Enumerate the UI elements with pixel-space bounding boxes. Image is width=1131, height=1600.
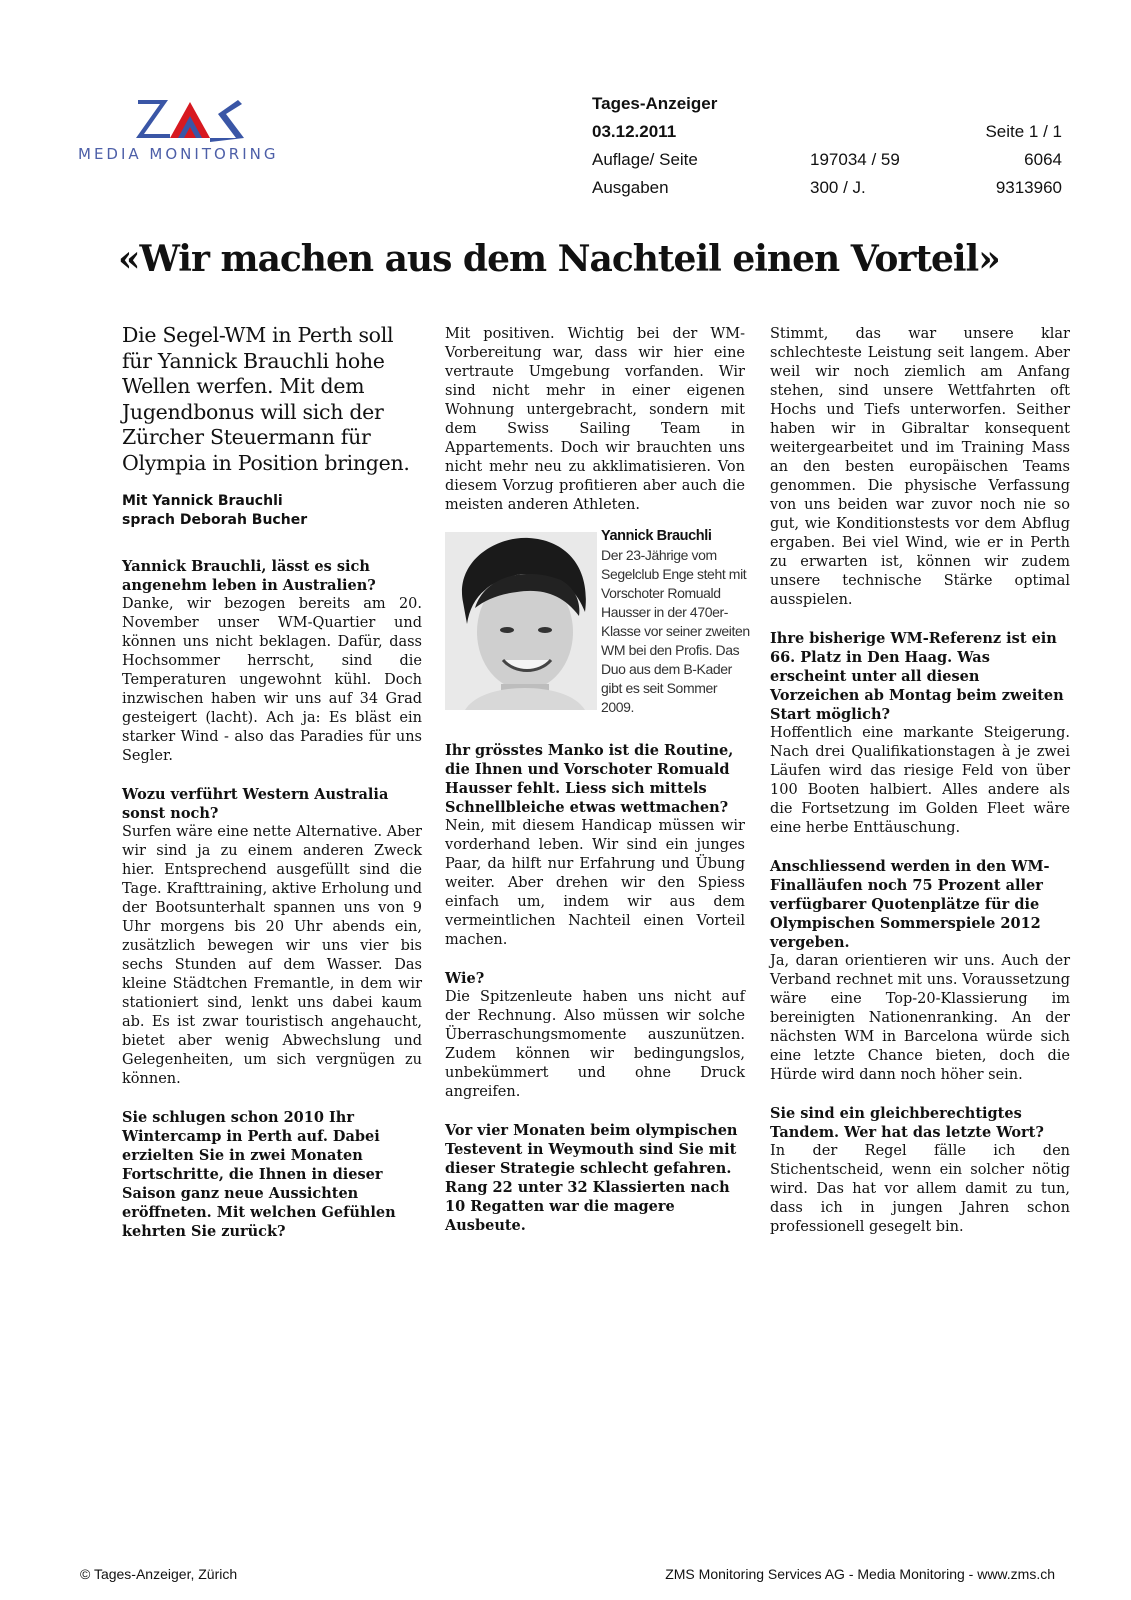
answer: Die Spitzenleute haben uns nicht auf der Rechnung. Also müssen wir solche Überraschungsmomente auszunützen. Zudem können wir bedingungslos, unbekümmert und ohne Druck angreifen.: [445, 989, 745, 1100]
question: Anschliessend werden in den WM-Finalläufen noch 75 Prozent aller verfügbarer Quotenplätze für die Olympischen Sommerspiele 2012 vergeben.: [770, 858, 1050, 951]
logo-z-shape: [136, 100, 170, 138]
auflage-value: 197034 / 59: [810, 150, 900, 169]
article-column-2: [445, 325, 745, 515]
question: Wozu verführt Western Australia sonst noch?: [122, 786, 389, 822]
answer: Hoffentlich eine markante Steigerung. Nach drei Qualifikationstagen à je zwei Läufen wird das riesige Feld von über 100 Booten halbiert. Alles andere als die Fortsetzung im Golden Fleet wäre eine herbe Enttäuschung.: [770, 725, 1070, 836]
answer: Ja, daran orientieren wir uns. Auch der Verband rechnet mit uns. Voraussetzung wäre eine Top-20-Klassierung im bereinigten Nationenranking. An der nächsten WM in Barcelona würde sich eine letzte Chance bieten, doch die Hürde wird dann noch höher sein.: [770, 953, 1070, 1083]
article-headline: «Wir machen aus dem Nachteil einen Vorteil»: [118, 238, 1000, 280]
footer-copyright: © Tages-Anzeiger, Zürich: [80, 1566, 238, 1582]
answer: Nein, mit diesem Handicap müssen wir vorderhand leben. Wir sind ein junges Paar, da hilft nur Erfahrung und Übung weiter. Aber drehen wir den Spiess einfach um, indem wir aus dem vermeintlichen Nachteil einen Vorteil machen.: [445, 818, 745, 948]
answer: Danke, wir bezogen bereits am 20. November unser WM-Quartier und können uns nicht beklagen. Dafür, dass Hochsommer herrscht, sind die Temperaturen ungewohnt kühl. Doch inzwischen haben wir uns auf 34 Grad gesteigert (lacht). Ach ja: Es bläst ein starker Wind - also das Paradies für uns Segler.: [122, 596, 422, 764]
question: Vor vier Monaten beim olympischen Testevent in Weymouth sind Sie mit dieser Strategie schlecht gefahren. Rang 22 unter 32 Klassierten nach 10 Regatten war die magere Ausbeute.: [445, 1122, 738, 1234]
meta-row-auflage: [592, 146, 1062, 174]
ausgaben-label: Ausgaben: [592, 178, 669, 197]
question: Sie schlugen schon 2010 Ihr Wintercamp in Perth auf. Dabei erzielten Sie in zwei Monaten Fortschritte, die Ihnen in dieser Saison ganz neue Aussichten eröffneten. Mit welchen Gefühlen kehrten Sie zurück?: [122, 1109, 396, 1240]
byline-line-2: sprach Deborah Bucher: [122, 512, 308, 528]
question: Wie?: [445, 970, 485, 987]
portrait-photo: [445, 532, 597, 710]
auflage-id: 6064: [1024, 150, 1062, 169]
meta-row-date: [592, 118, 1062, 146]
logo-s-shape: [210, 100, 244, 142]
portrait-block: [445, 528, 750, 722]
answer: Stimmt, das war unsere klar schlechteste Leistung seit langem. Aber weil wir noch ziemlich am Anfang stehen, sind unsere Wettfahrten oft Hochs und Tiefs unterworfen. Seither haben wir in Gibraltar konsequent weitergearbeitet und im Training Mass an den besten europäischen Teams genommen. Die physische Verfassung von uns beiden war zuvor noch nie so gut, wie Konditionstests vor dem Abflug ergaben. Bei viel Wind, wie er in Perth zu erwarten ist, können wir zudem unsere technische Stärke optimal ausspielen.: [770, 326, 1070, 608]
meta-row-ausgaben: [592, 174, 1062, 202]
publication-name: Tages-Anzeiger: [592, 94, 718, 113]
question: Ihre bisherige WM-Referenz ist ein 66. Platz in Den Haag. Was erscheint unter all diesen Vorzeichen ab Montag beim zweiten Start möglich?: [770, 630, 1064, 723]
ausgaben-id: 9313960: [995, 178, 1062, 197]
byline-line-1: Mit Yannick Brauchli: [122, 493, 283, 509]
publication-date: 03.12.2011: [592, 122, 677, 141]
answer: Mit positiven. Wichtig bei der WM-Vorbereitung war, dass wir hier eine vertraute Umgebung vorfanden. Wir sind nicht mehr in einer eigenen Wohnung untergebracht, sondern mit dem Swiss Sailing Team in Appartements. Doch wir brauchten uns nicht mehr neu zu akklimatisieren. Von diesem Vorzug profitieren aber auch die meisten anderen Athleten.: [445, 326, 745, 513]
publication-meta: [592, 90, 1062, 202]
byline: [122, 492, 422, 530]
question: Ihr grösstes Manko ist die Routine, die Ihnen und Vorschoter Romuald Hausser fehlt. Liess sich mittels Schnellbleiche etwas wettmachen?: [445, 742, 734, 816]
article-column-3: [770, 325, 1070, 1256]
article-lead: Die Segel-WM in Perth soll für Yannick Brauchli hohe Wellen werfen. Mit dem Jugendbonus will sich der Zürcher Steuermann für Olympia in Position bringen.: [122, 323, 410, 475]
photo-caption: [601, 527, 751, 717]
page-number: Seite 1 / 1: [985, 122, 1062, 141]
ausgaben-value: 300 / J.: [810, 178, 866, 197]
article-column-2-continued: [445, 741, 745, 1235]
answer: In der Regel fälle ich den Stichentscheid, wenn ein solcher nötig wird. Das hat vor allem damit zu tun, dass ich in jungen Jahren schon professionell gesegelt bin.: [770, 1143, 1070, 1235]
article-column-1: [122, 323, 422, 1241]
brand-tagline: MEDIA MONITORING: [78, 145, 279, 163]
question: Yannick Brauchli, lässt es sich angenehm leben in Australien?: [122, 558, 376, 594]
caption-name: Yannick Brauchli: [601, 528, 712, 544]
caption-text: Der 23-Jährige vom Segelclub Enge steht mit Vorschoter Romuald Hausser in der 470er-Klasse vor seiner zweiten WM bei den Profis. Das Duo aus dem B-Kader gibt es seit Sommer 2009.: [601, 547, 750, 715]
question: Sie sind ein gleichberechtigtes Tandem. Wer hat das letzte Wort?: [770, 1105, 1044, 1141]
footer-provider: ZMS Monitoring Services AG - Media Monitoring - www.zms.ch: [665, 1566, 1055, 1582]
answer: Surfen wäre eine nette Alternative. Aber wir sind ja zu einem anderen Zweck hier. Entsprechend ausgefüllt sind die Tage. Krafttraining, aktive Erholung und der Bootsunterhalt spannen uns von 9 Uhr morgens bis 20 Uhr abends ein, zusätzlich bewegen wir uns vier bis sechs Stunden auf dem Wasser. Das kleine Städtchen Fremantle, in dem wir stationiert sind, lenkt uns dabei kaum ab. Es ist zwar touristisch angehaucht, bietet aber wenig Abwechslung und Gelegenheiten, um sich vergnügen zu können.: [122, 824, 422, 1087]
auflage-label: Auflage/ Seite: [592, 150, 698, 169]
